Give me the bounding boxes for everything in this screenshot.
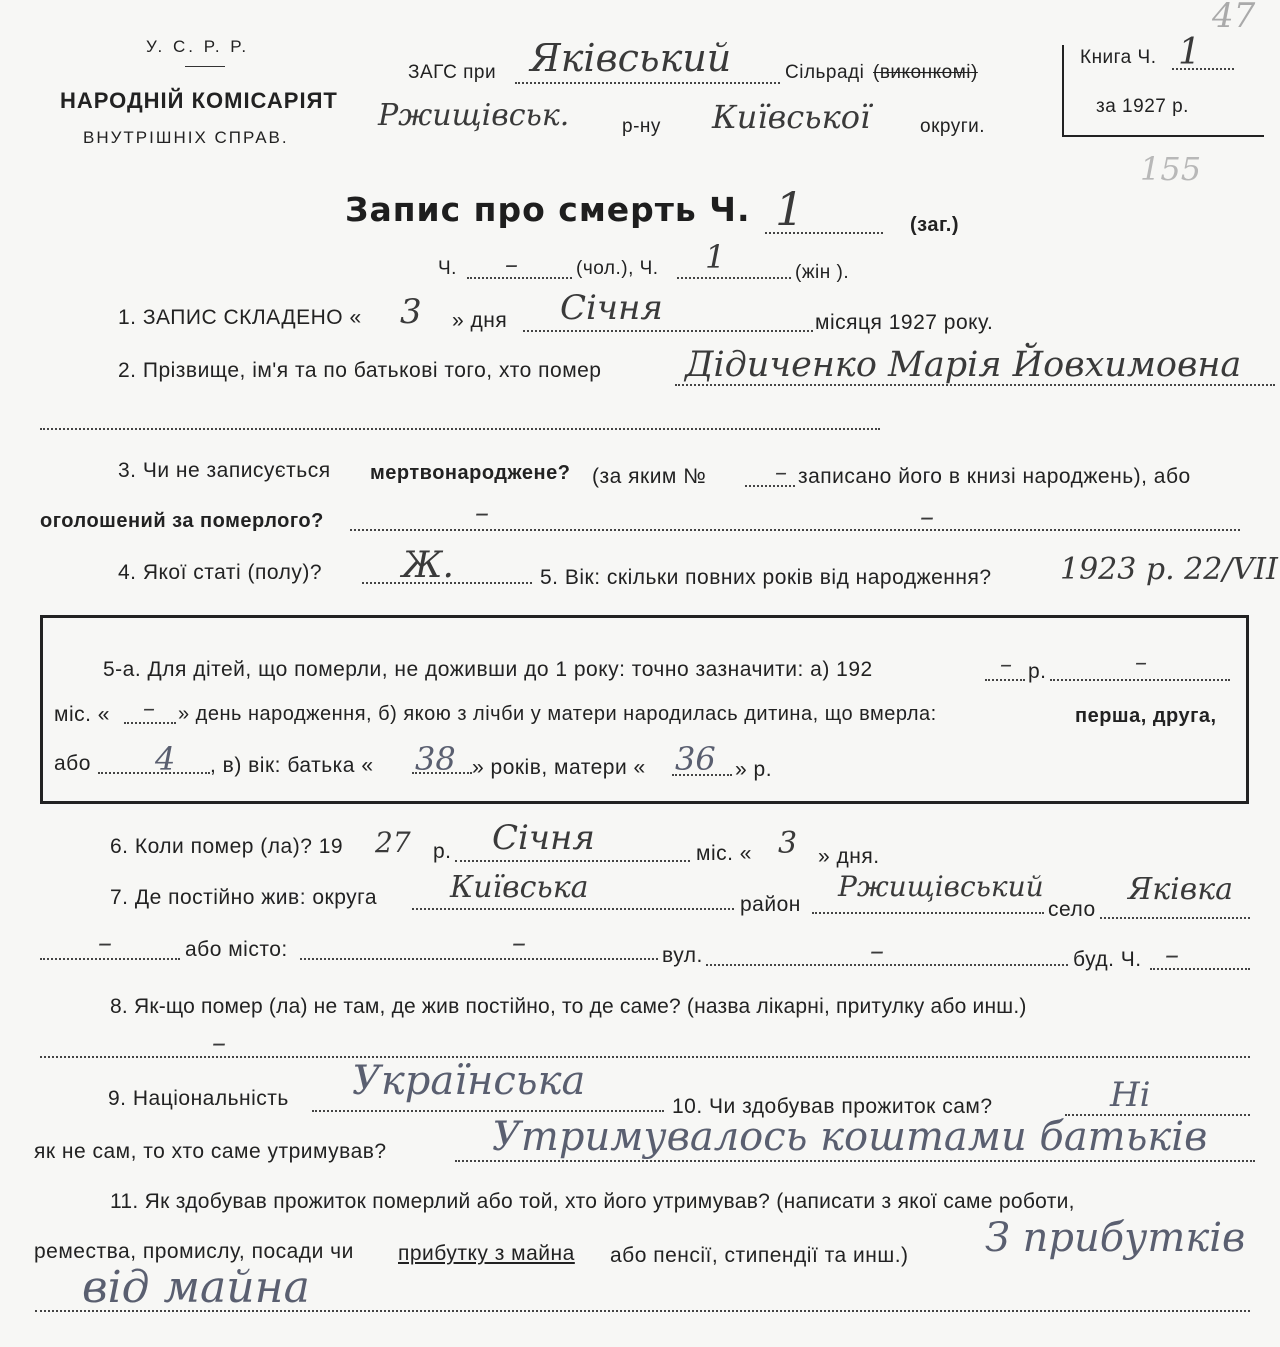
q6-text-d: » дня. xyxy=(818,845,880,868)
q1-day: 3 xyxy=(400,292,422,332)
q11-line1: 11. Як здобував прожиток померлий або той, хто його утримував? (написати з якої саме роботи, xyxy=(110,1190,1075,1213)
q4-answer: Ж. xyxy=(402,545,454,586)
corner-note-47: 47 xyxy=(1212,0,1256,36)
q3-text-b: (за яким № xyxy=(592,465,707,488)
q3-answer-2: – xyxy=(920,500,934,533)
q9-answer: Українська xyxy=(352,1058,586,1104)
q8-text: 8. Як-що помер (ла) не там, де жив постійно, то де саме? (назва лікарні, притулку або инш.) xyxy=(110,995,1027,1018)
book-year: за 1927 р. xyxy=(1096,96,1189,117)
q7-rayon-line xyxy=(812,912,1044,914)
q5a-abo: або xyxy=(54,752,91,775)
record-title: Запис про смерть Ч. xyxy=(345,190,751,229)
q5a-line1: 5-а. Для дітей, що померли, не доживши до 1 року: точно зазначити: а) 192 xyxy=(103,658,873,681)
q7-bud-label: буд. Ч. xyxy=(1073,948,1142,971)
q5a-r-label: р. xyxy=(1028,660,1047,683)
org-line-ussr: У. С. Р. Р. xyxy=(146,37,250,56)
q3-text-c: записано його в книзі народжень), або xyxy=(798,465,1191,488)
rayon-label: р-ну xyxy=(622,116,661,137)
q7-dash-3: – xyxy=(870,934,884,967)
q7-selo: Яківка xyxy=(1128,872,1233,907)
okruha-handwritten: Київської xyxy=(712,98,871,136)
q5a-line2: » день народження, б) якою з лічби у матери народилась дитина, що вмерла: xyxy=(178,703,937,725)
org-line-internal: ВНУТРІШНІХ СПРАВ. xyxy=(83,128,289,147)
q3-bold-a: мертвонароджене? xyxy=(370,462,571,484)
zags-paren: (виконкомі) xyxy=(873,62,978,83)
q7-dash-4: – xyxy=(1165,938,1179,971)
q10-text-b: як не сам, то хто саме утримував? xyxy=(34,1140,387,1163)
q2-text: 2. Прізвище, ім'я та по батькові того, хто помер xyxy=(118,359,602,382)
q11-answer-a: З прибутків xyxy=(985,1215,1246,1261)
q11-line2-u: прибутку з майна xyxy=(398,1242,575,1265)
q9-line xyxy=(312,1110,664,1112)
q7-misto-label: або місто: xyxy=(185,938,288,961)
female-label: (жін ). xyxy=(795,262,850,283)
record-number-line xyxy=(765,232,883,234)
okruha-label: округи. xyxy=(920,116,986,137)
rayon-handwritten: Ржищівськ. xyxy=(378,98,570,133)
q2-line-b xyxy=(40,428,880,430)
q2-line-a xyxy=(675,384,1275,386)
q5a-order-line xyxy=(98,772,210,774)
q3-number-line xyxy=(745,485,795,487)
corner-note-155: 155 xyxy=(1140,150,1202,188)
q6-day: 3 xyxy=(778,826,798,861)
q1-month: Січня xyxy=(560,288,663,328)
q3-text-a: 3. Чи не записується xyxy=(118,459,331,482)
q1-text-a: 1. ЗАПИС СКЛАДЕНО « xyxy=(118,306,362,329)
q5-answer: 1923 р. 22/VII xyxy=(1060,552,1278,587)
zags-prefix: ЗАГС при xyxy=(408,62,497,83)
q5a-order: 4 xyxy=(155,740,176,778)
male-label: (чол.), Ч. xyxy=(576,258,659,279)
q9-text: 9. Національність xyxy=(108,1087,289,1110)
q7-rayon-label: район xyxy=(740,893,801,916)
record-number: 1 xyxy=(775,182,805,236)
q10-text: 10. Чи здобував прожиток сам? xyxy=(672,1095,993,1118)
q7-selo-line xyxy=(1100,917,1250,919)
q6-text-c: міс. « xyxy=(696,842,752,865)
q5a-age-text: , в) вік: батька « xyxy=(210,754,374,777)
q7-okruha-line xyxy=(412,908,734,910)
q7-rayon: Ржищівський xyxy=(838,870,1044,903)
q7-vul-label: вул. xyxy=(662,944,703,967)
q5a-year: – xyxy=(1000,650,1012,678)
q6-year: 27 xyxy=(375,826,411,859)
q5a-father-age: 38 xyxy=(415,740,456,778)
q3-bold-b: оголошений за померлого? xyxy=(40,510,324,532)
q5a-years-text: » років, матери « xyxy=(472,756,646,779)
q5a-year-line xyxy=(985,679,1025,681)
q7-vul-line xyxy=(706,964,1068,966)
q5a-mis-label: міс. « xyxy=(54,703,110,726)
header-divider xyxy=(185,66,225,67)
q5a-month: – xyxy=(1135,648,1147,676)
q5a-month-line xyxy=(1050,679,1230,681)
record-total-label: (заг.) xyxy=(910,214,960,236)
q11-line2-b: або пенсії, стипендії та инш.) xyxy=(610,1244,909,1267)
book-number-line xyxy=(1172,68,1234,70)
female-count: 1 xyxy=(705,238,726,276)
q1-month-line xyxy=(523,330,813,332)
q5a-day: – xyxy=(143,694,155,722)
zags-village-line xyxy=(515,82,780,84)
q2-answer: Дідиченко Марія Йовхимовна xyxy=(685,345,1242,385)
q7-selo-label: село xyxy=(1048,898,1096,921)
q3-line xyxy=(350,529,1240,531)
q7-dash-1: – xyxy=(98,926,112,959)
q11-line2-a: ремества, промислу, посади чи xyxy=(34,1240,354,1263)
q10-line-b xyxy=(455,1160,1255,1162)
q4-text: 4. Якої статі (полу)? xyxy=(118,561,323,584)
zags-village: Яківський xyxy=(530,36,732,80)
q10-answer-b: Утримувалось коштами батьків xyxy=(492,1114,1208,1160)
q3-answer-1: – xyxy=(475,496,489,529)
q6-month-line xyxy=(455,860,690,862)
q6-text-b: р. xyxy=(433,840,452,863)
q5a-bold-opts: перша, друга, xyxy=(1075,705,1217,727)
org-line-commissariat: НАРОДНІЙ КОМІСАРІЯТ xyxy=(60,88,338,113)
book-number: 1 xyxy=(1178,32,1201,73)
q8-answer: – xyxy=(212,1026,226,1059)
female-count-line xyxy=(677,277,791,279)
q7-okruha: Київська xyxy=(450,870,589,905)
q11-answer-b: від майна xyxy=(82,1262,310,1313)
q5a-day-line xyxy=(124,722,176,724)
q1-text-c: місяця 1927 року. xyxy=(815,311,994,334)
q10-answer: Ні xyxy=(1110,1075,1151,1115)
male-count-line xyxy=(467,277,572,279)
book-label: Книга Ч. xyxy=(1080,47,1157,68)
q7-text-a: 7. Де постійно жив: округа xyxy=(110,886,378,909)
q5-text: 5. Вік: скільки повних років від народження? xyxy=(540,566,992,589)
q5a-r-end: » р. xyxy=(735,758,773,781)
q1-text-b: » дня xyxy=(452,309,508,332)
q3-number: – xyxy=(775,458,787,486)
q5a-mother-age: 36 xyxy=(675,740,716,778)
male-count: – xyxy=(505,250,518,280)
male-ch-label: Ч. xyxy=(438,258,457,279)
q7-misto-line xyxy=(300,958,658,960)
zags-suffix: Сільраді xyxy=(785,62,865,83)
q6-month: Січня xyxy=(492,818,595,858)
q7-dash-2: – xyxy=(512,926,526,959)
q6-text-a: 6. Коли помер (ла)? 19 xyxy=(110,835,344,858)
